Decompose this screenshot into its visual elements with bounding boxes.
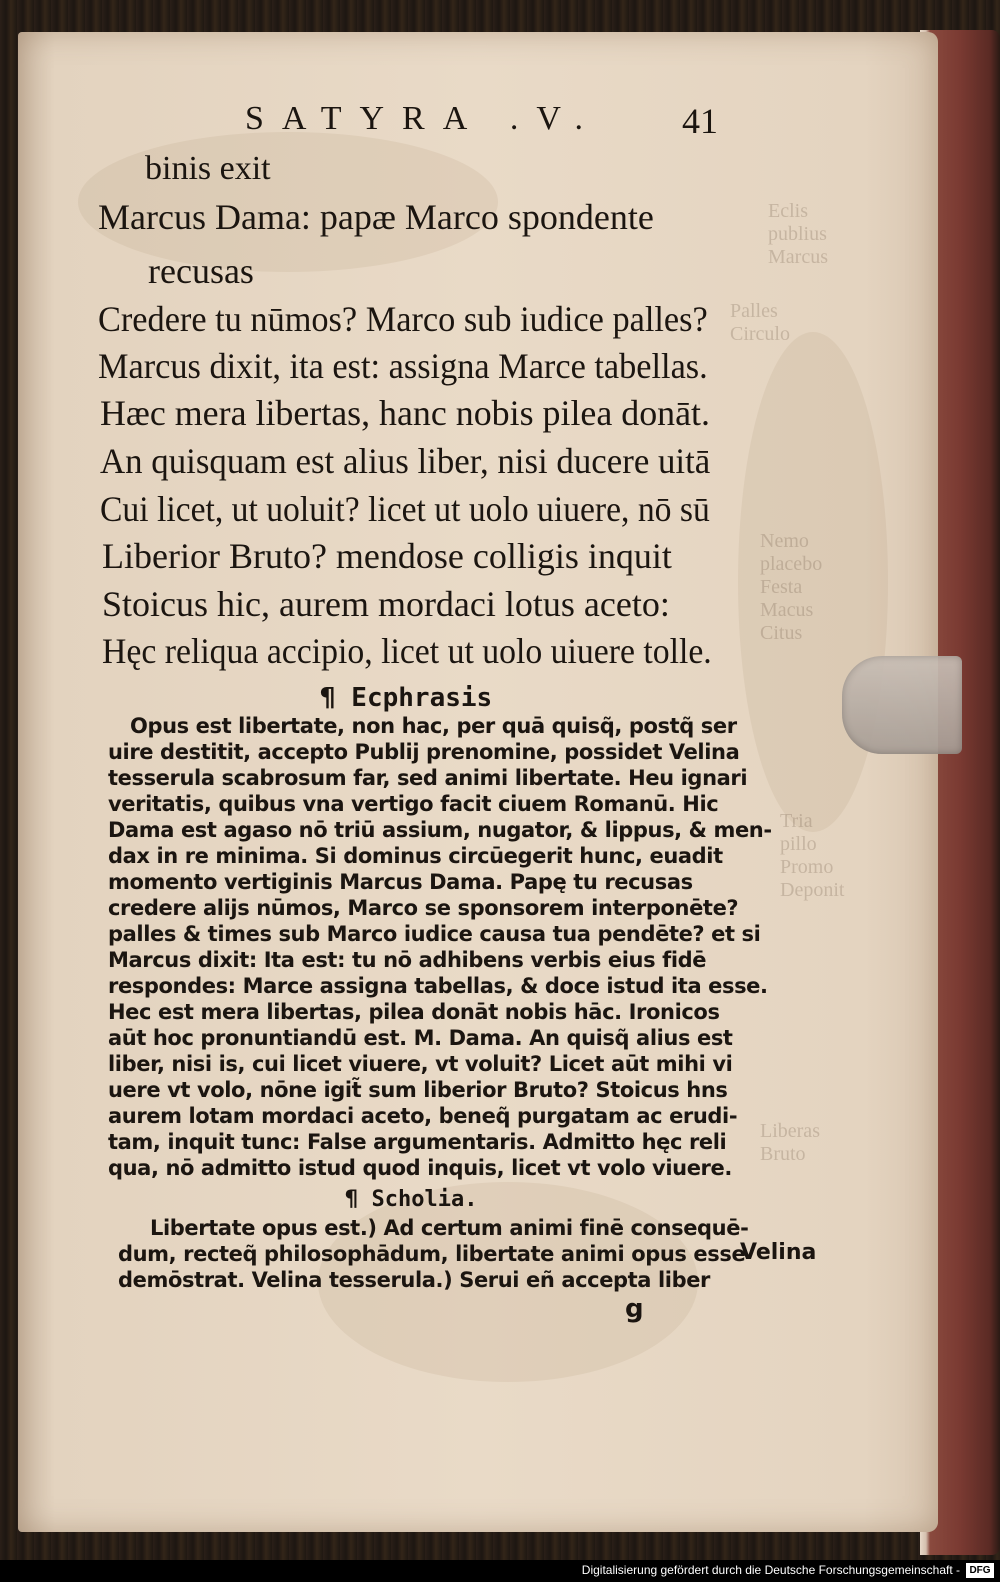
verse-line: Marcus dixit, ita est: assigna Marce tabellas. [98,346,708,386]
prose-line: tam, inquit tunc: False argumentaris. Admitto hęc reli [108,1130,727,1154]
prose-line: aurem lotam mordaci aceto, beneq̃ purgatam ac erudi- [108,1104,738,1128]
verse-line: Credere tu nūmos? Marco sub iudice palles? [98,299,708,339]
verse-line: recusas [148,251,254,291]
prose-line: palles & times sub Marco iudice causa tua pendēte? et si [108,922,761,946]
verse-line: Stoicus hic, aurem mordaci lotus aceto: [102,584,670,624]
dfg-logo: DFG [966,1563,994,1578]
show-through-text: Eclis publius Marcus [768,200,828,268]
signature-mark: g [625,1294,644,1324]
margin-note: Velina [740,1240,817,1265]
prose-line: tesserula scabrosum far, sed animi libertate. Heu ignari [108,766,748,790]
prose-line: credere alijs nūmos, Marco se sponsorem interponēte? [108,896,739,920]
footer-bar [0,1560,1000,1582]
prose-line: uire destitit, accepto Publij prenomine, possidet Velina [108,740,740,764]
show-through-text: Liberas Bruto [760,1120,820,1165]
section-heading-ecphrasis: ¶ Ecphrasis [320,683,493,713]
verse-line: Marcus Dama: papæ Marco spondente [98,197,654,237]
prose-line: aūt hoc pronuntiandū est. M. Dama. An quisq̃ alius est [108,1026,733,1050]
prose-line: Dama est agaso nō triū assium, nugator, & lippus, & men- [108,818,772,842]
verse-line: An quisquam est alius liber, nisi ducere uitā [100,441,711,481]
page-clip-tab [842,656,962,754]
prose-line: momento vertiginis Marcus Dama. Papę tu recusas [108,870,693,894]
prose-line: Marcus dixit: Ita est: tu nō adhibens verbis eius fidē [108,948,707,972]
prose-line: respondes: Marce assigna tabellas, & doce istud ita esse. [108,974,768,998]
section-heading-scholia: ¶ Scholia. [345,1187,478,1212]
show-through-text: Palles Circulo [730,300,790,345]
prose-line: Libertate opus est.) Ad certum animi finē consequē- [150,1216,749,1240]
verse-line: Liberior Bruto? mendose colligis inquit [102,536,672,576]
prose-line: dum, recteq̃ philosophādum, libertate animi opus esse [118,1242,746,1266]
prose-line: uere vt volo, nōne igit̃ sum liberior Bruto? Stoicus hns [108,1078,728,1102]
prose-line: veritatis, quibus vna vertigo facit ciuem Romanū. Hic [108,792,719,816]
prose-line: dax in re minima. Si dominus circūegerit hunc, euadit [108,844,723,868]
page-number: 41 [682,101,718,141]
running-header: SATYRA .V. [245,100,602,137]
show-through-text: Nemo placebo Festa Macus Citus [760,530,823,644]
prose-line: qua, nō admitto istud quod inquis, licet vt volo viuere. [108,1156,732,1180]
prose-line: Opus est libertate, non hac, per quā quisq̃, postq̃ ser [130,714,737,738]
prose-line: demōstrat. Velina tesserula.) Serui eñ accepta liber [118,1268,711,1292]
verse-line: Cui licet, ut uoluit? licet ut uolo uiuere, nō sū [100,489,710,529]
digitization-credit: Digitalisierung gefördert durch die Deutsche Forschungsgemeinschaft - [581,1563,960,1577]
prose-line: Hec est mera libertas, pilea donāt nobis hāc. Ironicos [108,1000,720,1024]
prose-line: liber, nisi is, cui licet viuere, vt voluit? Licet aūt mihi vi [108,1052,733,1076]
verse-line: Hæc mera libertas, hanc nobis pilea donāt. [100,393,710,433]
verse-line: binis exit [145,150,271,187]
verse-line: Hęc reliqua accipio, licet ut uolo uiuere tolle. [102,631,712,671]
show-through-text: Tria pillo Promo Deponit [780,810,845,901]
